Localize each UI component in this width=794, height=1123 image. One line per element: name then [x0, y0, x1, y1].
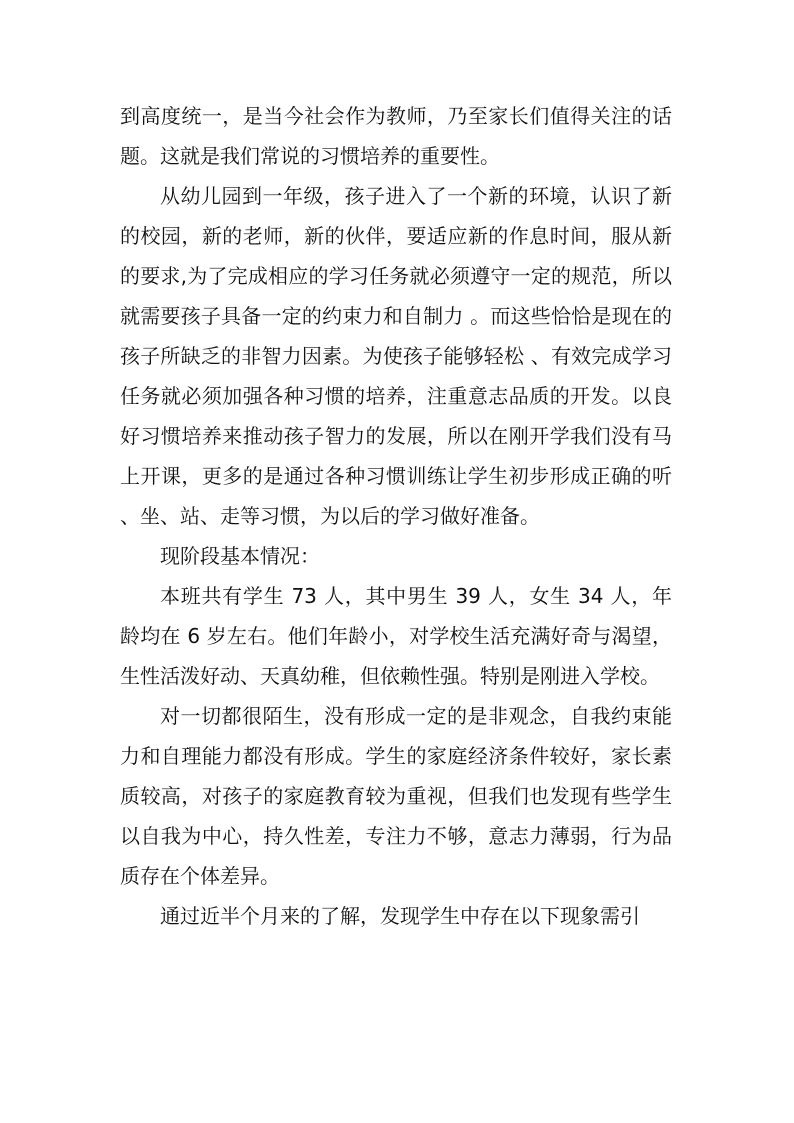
paragraph-observations: 通过近半个月来的了解，发现学生中存在以下现象需引: [160, 904, 640, 928]
paragraph-transition: 从幼儿园到一年级，孩子进入了一个新的环境，认识了新的校园，新的老师，新的伙伴，要适应新的作息时间，服从新的要求,为了完成相应的学习任务就必须遵守一定的规范，所以就需要孩子具备一定的约束力和自制力 。而这些恰恰是现在的孩子所缺乏的非智力因素。为使孩子能够轻松 、有效完成学习任务就必须加强各种习惯的培养，注重意志品质的开发。以良好习惯培养来推动孩子智力的发展，所以在刚开学我们没有马上开课，更多的是通过各种习惯训练让学生初步形成正确的听 、坐、站、走等习惯，为以后的学习做好准备。: [120, 184, 672, 528]
paragraph-student-traits: 对一切都很陌生，没有形成一定的是非观念，自我约束能力和自理能力都没有形成。学生的家庭经济条件较好，家长素质较高，对孩子的家庭教育较为重视，但我们也发现有些学生以自我为中心，持久性差，专注力不够，意志力薄弱，行为品质存在个体差异。: [120, 704, 672, 888]
paragraph-class-overview: 本班共有学生 73 人，其中男生 39 人，女生 34 人，年龄均在 6 岁左右。他们年龄小，对学校生活充满好奇与渴望，生性活泼好动、天真幼稚，但依赖性强。特别是刚进入学校。: [120, 584, 672, 688]
paragraph-continuation: 到高度统一，是当今社会作为教师，乃至家长们值得关注的话题。这就是我们常说的习惯培养的重要性。: [120, 104, 672, 168]
section-heading-current-situation: 现阶段基本情况：: [160, 544, 320, 568]
document-body: [120, 96, 672, 936]
